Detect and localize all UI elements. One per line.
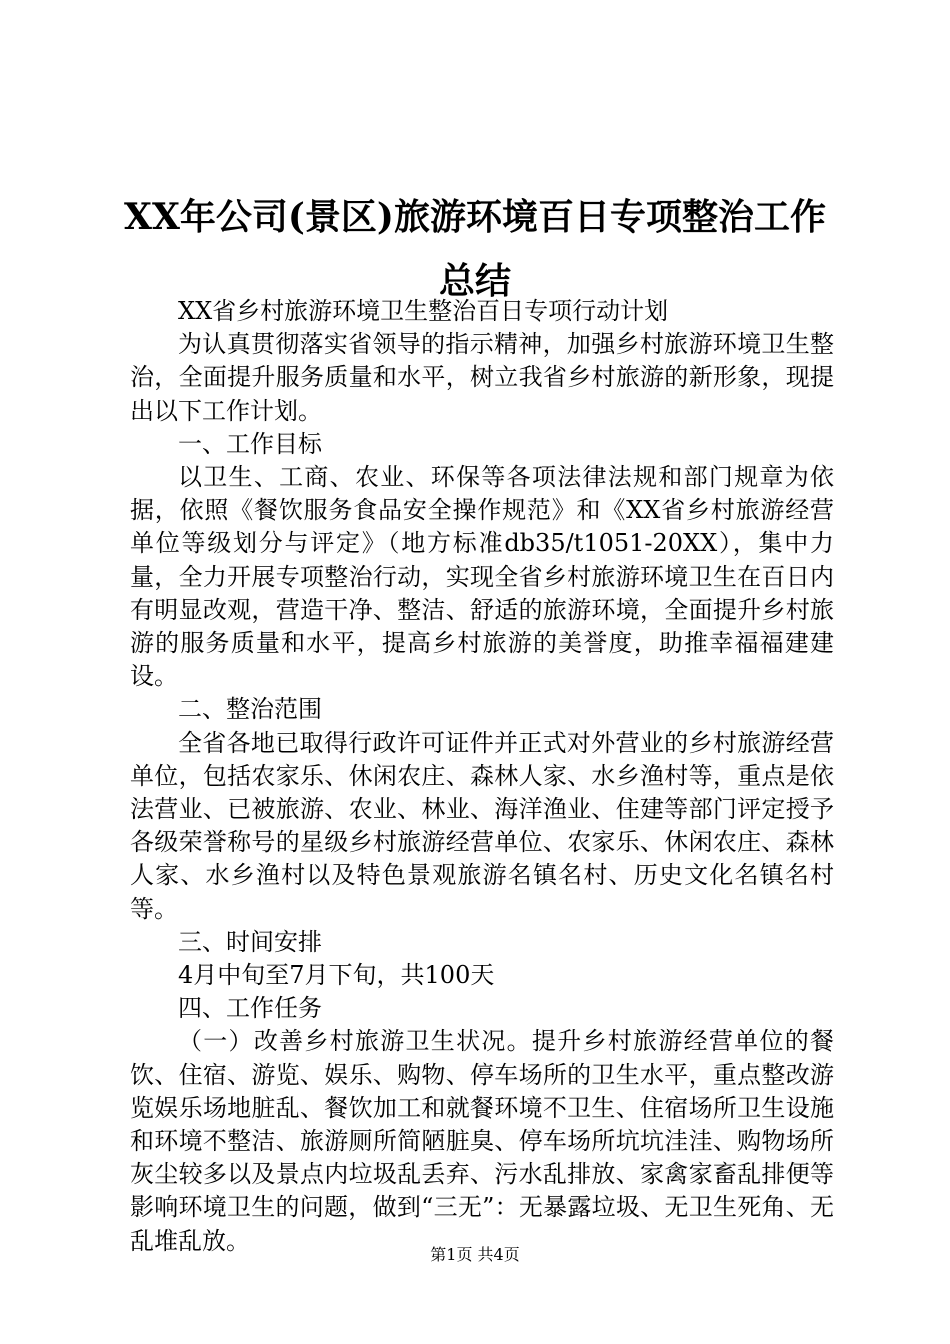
section-heading-tasks: 四、工作任务 — [178, 994, 322, 1023]
plan-heading: XX省乡村旅游环境卫生整治百日专项行动计划 — [178, 297, 669, 325]
schedule-paragraph: 4月中旬至7月下旬，共100天 — [178, 961, 495, 990]
goals-paragraph: 以卫生、工商、农业、环保等各项法律法规和部门规章为依据，依照《餐饮服务食品安全操作规范》和《XX省乡村旅游经营单位等级划分与评定》（地方标准db35/t1051-20XX），集中力量，全力开展专项整治行动，实现全省乡村旅游环境卫生在百日内有明显改观，营造干净、整洁、舒适的旅游环境，全面提升乡村旅游的服务质量和水平，提高乡村旅游的美誉度，助推幸福福建建设。 — [130, 463, 834, 691]
document-title: XX年公司(景区)旅游环境百日专项整治工作总结 — [124, 196, 826, 302]
page-footer: 第1页 共4页 — [430, 1245, 520, 1264]
tasks-paragraph: （一）改善乡村旅游卫生状况。提升乡村旅游经营单位的餐饮、住宿、游览、娱乐、购物、停车场所的卫生水平，重点整改游览娱乐场地脏乱、餐饮加工和就餐环境不卫生、住宿场所卫生设施和环境不整洁、旅游厕所简陋脏臭、停车场所坑坑洼洼、购物场所灰尘较多以及景点内垃圾乱丢弃、污水乱排放、家禽家畜乱排便等影响环境卫生的问题，做到“三无”：无暴露垃圾、无卫生死角、无乱堆乱放。 — [130, 1027, 834, 1255]
section-heading-schedule: 三、时间安排 — [178, 927, 322, 956]
intro-paragraph: 为认真贯彻落实省领导的指示精神，加强乡村旅游环境卫生整治，全面提升服务质量和水平，树立我省乡村旅游的新形象，现提出以下工作计划。 — [130, 330, 834, 425]
document-body — [130, 295, 834, 1258]
section-heading-goals: 一、工作目标 — [178, 429, 322, 458]
section-heading-scope: 二、整治范围 — [178, 695, 322, 724]
scope-paragraph: 全省各地已取得行政许可证件并正式对外营业的乡村旅游经营单位，包括农家乐、休闲农庄、森林人家、水乡渔村等，重点是依法营业、已被旅游、农业、林业、海洋渔业、住建等部门评定授予各级荣誉称号的星级乡村旅游经营单位、农家乐、休闲农庄、森林人家、水乡渔村以及特色景观旅游名镇名村、历史文化名镇名村等。 — [130, 728, 834, 923]
